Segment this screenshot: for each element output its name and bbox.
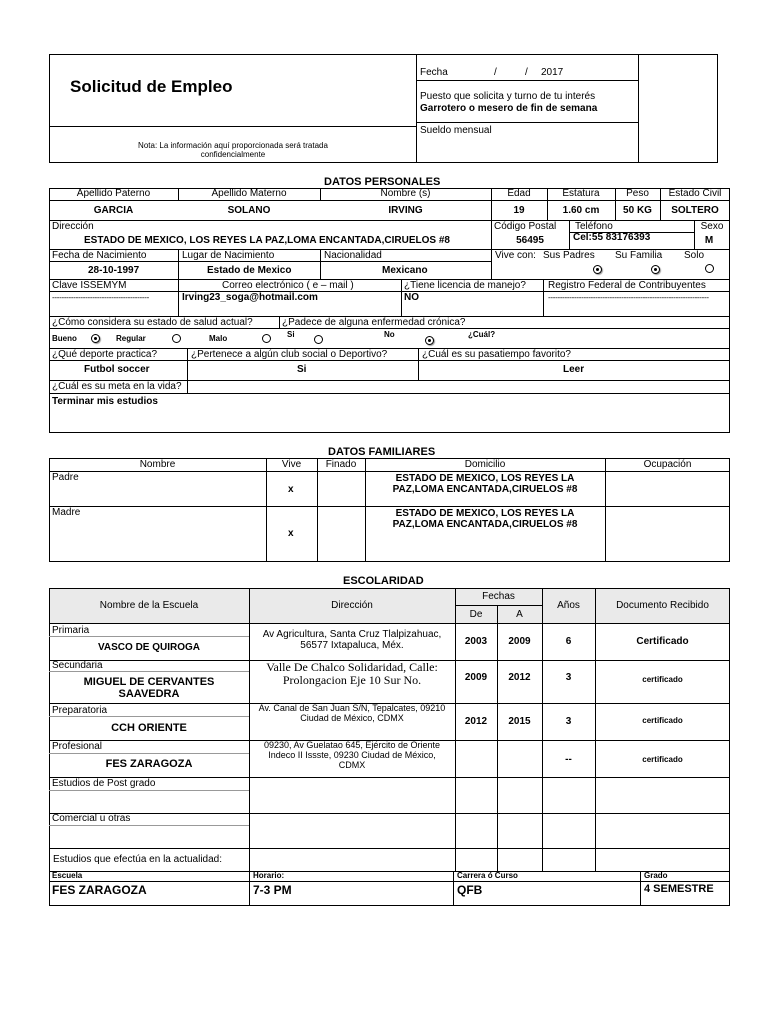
esc-row-line-5 (49, 813, 730, 814)
telefono-value: Cel:55 83176393 (573, 232, 651, 243)
club-value: Si (297, 364, 307, 375)
esc-col-escuela: Nombre de la Escuela (99, 600, 199, 611)
esc-actual-div-c (640, 871, 641, 906)
esc-profesional-documento: certificado (642, 755, 683, 764)
row3-div-a (178, 249, 179, 279)
section-datos-personales: DATOS PERSONALES (324, 176, 441, 188)
pasatiempo-value: Leer (563, 364, 585, 375)
lugar-nac-value: Estado de Mexico (207, 265, 292, 276)
correo-label: Correo electrónico ( e – mail ) (222, 280, 354, 291)
section-escolaridad: ESCOLARIDAD (343, 575, 424, 587)
esc-header-line (49, 623, 730, 624)
header-divider-right (638, 54, 639, 163)
section-datos-familiares: DATOS FAMILIARES (328, 446, 436, 458)
regular-label: Regular (116, 334, 146, 343)
fam-div-vive (266, 458, 267, 562)
fam-row-madre: Madre (52, 507, 81, 518)
esc-primaria-de: 2003 (464, 636, 488, 647)
fam-col-nombre: Nombre (139, 459, 176, 470)
radio-no[interactable] (425, 336, 434, 345)
esc-secundaria-documento: certificado (642, 675, 683, 684)
esc-carrera-label: Carrera ó Curso (457, 871, 518, 880)
esc-comercial-label: Comercial u otras (52, 813, 131, 824)
meta-label: ¿Cuál es su meta en la vida? (52, 381, 182, 392)
esc-preparatoria-direccion: Av. Canal de San Juan S/N, Tepalcates, 09210 Ciudad de México, CDMX (258, 703, 446, 723)
esc-sub-6 (49, 825, 249, 826)
esc-sub-3 (49, 716, 249, 717)
fam-padre-domicilio: ESTADO DE MEXICO, LOS REYES LA PAZ,LOMA ENCANTADA,CIRUELOS #8 (392, 473, 578, 495)
esc-secundaria-a: 2012 (508, 672, 531, 683)
sus-padres-label: Sus Padres (543, 250, 595, 261)
esc-secundaria-anos: 3 (565, 672, 572, 683)
correo-value: Irving23_soga@hotmail.com (182, 292, 318, 303)
fecha-nac-value: 28-10-1997 (88, 265, 140, 276)
edad-value: 19 (513, 205, 525, 216)
apellido-paterno-label: Apellido Paterno (76, 188, 151, 199)
licencia-value: NO (404, 292, 419, 303)
esc-div-doc (595, 588, 596, 871)
estado-civil-label: Estado Civil (668, 188, 722, 199)
esc-sub-1 (49, 636, 249, 637)
esc-profesional-direccion: 09230, Av Guelatao 645, Ejército de Oriente Indeco II Issste, 09230 Ciudad de México, CDMX (264, 740, 440, 770)
issemym-dashes: ----------------------------------------- (52, 294, 149, 302)
fam-padre-vive: x (288, 484, 294, 495)
fam-div-finado (317, 458, 318, 562)
nacionalidad-value: Mexicano (382, 265, 428, 276)
telefono-label: Teléfono (575, 221, 613, 232)
esc-secundaria-direccion: Valle De Chalco Solidaridad, Calle: Prolongacion Eje 10 Sur No. (266, 660, 438, 688)
puesto-value: Garrotero o mesero de fin de semana (420, 103, 598, 114)
esc-nivel-secundaria: Secundaria (52, 660, 103, 671)
header-fecha-line (416, 80, 638, 81)
peso-value: 50 KG (623, 205, 652, 216)
header-puesto-line (416, 122, 638, 123)
direccion-label: Dirección (52, 221, 94, 232)
esc-sub-4 (49, 753, 249, 754)
row5-div-a (279, 316, 280, 328)
licencia-label: ¿Tiene licencia de manejo? (404, 280, 526, 291)
fam-col-domicilio: Domicilio (464, 459, 506, 470)
row6-div-a (187, 348, 188, 393)
esc-nivel-profesional: Profesional (52, 741, 103, 752)
sueldo-label: Sueldo mensual (420, 125, 492, 136)
direccion-value: ESTADO DE MEXICO, LOS REYES LA PAZ,LOMA ENCANTADA,CIRUELOS #8 (84, 235, 450, 246)
esc-actual-div-b (453, 871, 454, 906)
esc-col-documento: Documento Recibido (616, 600, 709, 611)
esc-col-a: A (516, 609, 523, 620)
si-label: Si (287, 330, 295, 339)
esc-profesional-escuela: FES ZARAGOZA (105, 758, 193, 770)
nacionalidad-label: Nacionalidad (324, 250, 382, 261)
esc-nivel-preparatoria: Preparatoria (52, 705, 108, 716)
cp-label: Código Postal (494, 221, 557, 232)
esc-col-de: De (469, 609, 483, 620)
esc-preparatoria-documento: certificado (642, 716, 683, 725)
header-row-line (49, 126, 416, 127)
esc-div-anos (542, 588, 543, 871)
esc-row-line-6 (49, 848, 730, 849)
fam-row-padre: Padre (52, 472, 79, 483)
bueno-label: Bueno (52, 334, 77, 343)
row4-div-b (401, 279, 402, 316)
radio-regular[interactable] (172, 334, 181, 343)
esc-secundaria-de: 2009 (464, 672, 488, 683)
esc-div-dir (249, 588, 250, 871)
esc-preparatoria-anos: 3 (565, 716, 572, 727)
fam-col-vive: Vive (281, 459, 302, 470)
esc-col-fechas: Fechas (482, 591, 515, 602)
sexo-value: M (704, 235, 714, 246)
esc-primaria-documento: Certificado (636, 636, 689, 647)
esc-sub-2 (49, 671, 249, 672)
row3-div-b (320, 249, 321, 279)
fecha-sep2: / (525, 67, 528, 78)
issemym-label: Clave ISSEMYM (52, 280, 127, 291)
row4-div-c (543, 279, 544, 316)
puesto-label: Puesto que solicita y turno de tu interés (420, 91, 596, 102)
fam-madre-domicilio: ESTADO DE MEXICO, LOS REYES LA PAZ,LOMA ENCANTADA,CIRUELOS #8 (392, 508, 578, 530)
fam-div-ocupacion (605, 458, 606, 562)
su-familia-label: Su Familia (615, 250, 663, 261)
estatura-label: Estatura (562, 188, 600, 199)
fam-header-line (49, 471, 730, 472)
fam-madre-vive: x (288, 528, 294, 539)
deporte-label: ¿Qué deporte practica? (52, 349, 158, 360)
esc-primaria-anos: 6 (565, 636, 572, 647)
estado-civil-value: SOLTERO (671, 205, 719, 216)
esc-primaria-escuela: VASCO DE QUIROGA (97, 642, 201, 653)
sexo-label: Sexo (700, 221, 724, 232)
esc-row-line-7 (49, 871, 730, 872)
esc-profesional-anos: -- (565, 754, 572, 765)
radio-su-familia[interactable] (651, 265, 660, 274)
row7-label-line (49, 393, 730, 394)
cp-value: 56495 (516, 235, 544, 246)
fam-div-domicilio (365, 458, 366, 562)
deporte-value: Futbol soccer (84, 364, 150, 375)
esc-carrera: QFB (457, 883, 483, 897)
esc-col-direccion: Dirección (331, 600, 373, 611)
row4-div-a (178, 279, 179, 316)
esc-actual-div-a (249, 871, 250, 906)
confidential-note: Nota: La información aquí proporcionada será tratada confidencialmente (138, 141, 328, 159)
meta-value: Terminar mis estudios (52, 396, 158, 407)
esc-escuela-actual: FES ZARAGOZA (52, 883, 147, 897)
esc-secundaria-escuela: MIGUEL DE CERVANTES SAAVEDRA (83, 676, 215, 701)
pasatiempo-label: ¿Cuál es su pasatiempo favorito? (422, 349, 571, 360)
esc-col-anos: Años (557, 600, 580, 611)
cronica-label: ¿Padece de alguna enfermedad crónica? (282, 317, 466, 328)
peso-label: Peso (626, 188, 649, 199)
row5-label-line (49, 328, 730, 329)
row1-top-line (49, 200, 730, 201)
esc-horario-label: Horario: (253, 871, 285, 880)
esc-sub-5 (49, 790, 249, 791)
nombre-value: IRVING (388, 205, 423, 216)
apellido-paterno-value: GARCIA (93, 205, 134, 216)
row6-label-line (49, 360, 730, 361)
radio-solo[interactable] (705, 264, 714, 273)
esc-primaria-a: 2009 (508, 636, 531, 647)
row2-div-tel (569, 220, 570, 249)
apellido-materno-label: Apellido Materno (211, 188, 287, 199)
radio-si[interactable] (314, 335, 323, 344)
row4-label-line (49, 291, 730, 292)
radio-malo[interactable] (262, 334, 271, 343)
esc-preparatoria-de: 2012 (464, 716, 488, 727)
esc-fechas-line (455, 605, 542, 606)
fam-row-line (49, 506, 730, 507)
rfc-label: Registro Federal de Contribuyentes (548, 280, 706, 291)
esc-actualidad-label: Estudios que efectúa en la actualidad: (53, 854, 223, 865)
nombre-label: Nombre (s) (380, 188, 431, 199)
header-divider (416, 54, 417, 163)
radio-bueno[interactable] (91, 334, 100, 343)
row6-div-b (418, 348, 419, 380)
radio-sus-padres[interactable] (593, 265, 602, 274)
fecha-year: 2017 (541, 67, 564, 78)
esc-actual-sub (49, 881, 730, 882)
row3-div-c (491, 249, 492, 279)
fecha-sep1: / (494, 67, 497, 78)
fam-col-ocupacion: Ocupación (643, 459, 692, 470)
esc-primaria-direccion: Av Agricultura, Santa Cruz Tlalpizahuac, 56577 Ixtapaluca, Méx. (262, 629, 442, 651)
lugar-nac-label: Lugar de Nacimiento (182, 250, 275, 261)
esc-escuela-label: Escuela (52, 871, 83, 880)
salud-label: ¿Cómo considera su estado de salud actual? (52, 317, 253, 328)
esc-grado-label: Grado (644, 871, 668, 880)
rfc-dashes: -------------------------------------------------------------------- (548, 294, 709, 302)
fecha-label: Fecha (420, 67, 448, 78)
esc-preparatoria-escuela: CCH ORIENTE (111, 722, 187, 734)
apellido-materno-value: SOLANO (227, 205, 271, 216)
esc-posgrado-label: Estudios de Post grado (52, 778, 156, 789)
cual-label: ¿Cuál? (468, 330, 496, 339)
vive-con-label: Vive con: (495, 250, 536, 261)
malo-label: Malo (209, 334, 228, 343)
esc-div-de (455, 588, 456, 871)
esc-horario: 7-3 PM (253, 883, 292, 897)
solo-label: Solo (684, 250, 705, 261)
fecha-nac-label: Fecha de Nacimiento (52, 250, 147, 261)
esc-grado: 4 SEMESTRE (644, 883, 714, 895)
esc-preparatoria-a: 2015 (508, 716, 531, 727)
row1-bottom-line (49, 220, 730, 221)
estatura-value: 1.60 cm (562, 205, 600, 216)
page-title: Solicitud de Empleo (70, 77, 233, 96)
no-label: No (384, 330, 395, 339)
edad-label: Edad (507, 188, 531, 199)
esc-nivel-primaria: Primaria (52, 625, 90, 636)
row3-label-line (49, 261, 491, 262)
fam-col-finado: Finado (325, 459, 357, 470)
club-label: ¿Pertenece a algún club social o Deportivo? (191, 349, 388, 360)
